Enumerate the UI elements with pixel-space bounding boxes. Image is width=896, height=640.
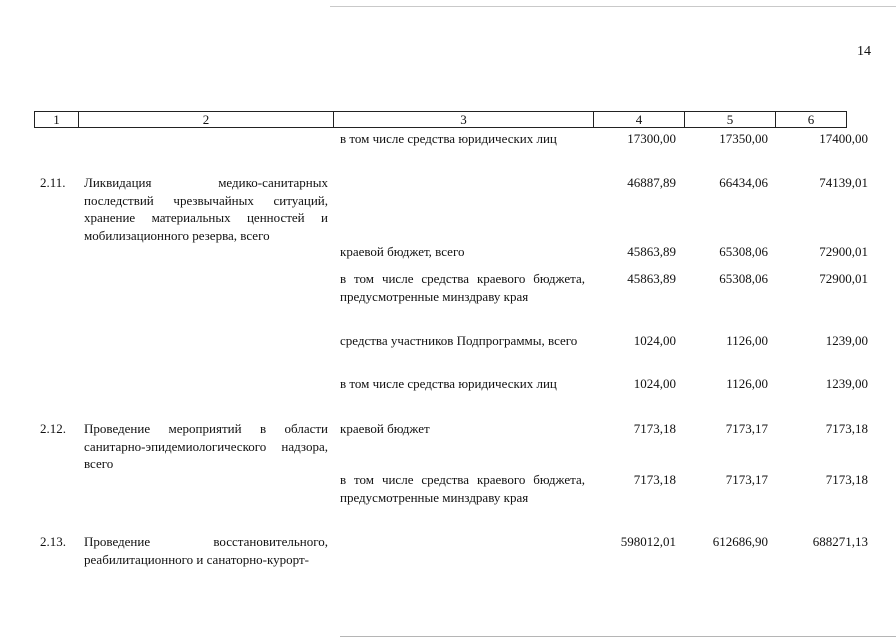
- value-col-5: 66434,06: [719, 175, 768, 190]
- source-cell: краевой бюджет: [340, 421, 430, 436]
- value-col-4: 46887,89: [627, 175, 676, 190]
- activity-name: Проведение восстановительного, реабилитационного и санаторно-курорт-: [84, 534, 328, 567]
- activity-name: Проведение мероприятий в области санитарно-эпидемиологического надзора, всего: [84, 421, 328, 471]
- header-col-3: 3: [334, 111, 594, 128]
- value-col-5: 1126,00: [726, 376, 768, 391]
- value-col-6: 72900,01: [819, 244, 868, 259]
- value-col-6: 17400,00: [819, 131, 868, 146]
- page-number: 14: [857, 44, 871, 59]
- value-col-4: 7173,18: [633, 421, 676, 436]
- bottom-scan-rule: [340, 636, 896, 637]
- row-index: 2.13.: [40, 534, 66, 549]
- row-index: 2.12.: [40, 421, 66, 436]
- value-col-5: 7173,17: [725, 421, 768, 436]
- value-col-5: 612686,90: [712, 534, 768, 549]
- value-col-6: 688271,13: [812, 534, 868, 549]
- value-col-6: 1239,00: [825, 333, 868, 348]
- activity-name: Ликвидация медико-санитарных последствий чрезвычайных ситуаций, хранение материальных ценностей и мобилизационного резерва, всего: [84, 175, 328, 243]
- header-col-1: 1: [34, 111, 79, 128]
- value-col-5: 17350,00: [719, 131, 768, 146]
- header-col-6: 6: [776, 111, 847, 128]
- source-cell: средства участников Подпрограммы, всего: [340, 333, 578, 348]
- value-col-5: 1126,00: [726, 333, 768, 348]
- value-col-6: 1239,00: [825, 376, 868, 391]
- top-scan-rule: [330, 6, 896, 7]
- value-col-4: 45863,89: [627, 271, 676, 286]
- row-index: 2.11.: [40, 175, 66, 190]
- value-col-4: 1024,00: [633, 333, 676, 348]
- source-cell: в том числе средства краевого бюджета, предусмотренные минздраву края: [340, 271, 585, 304]
- value-col-6: 74139,01: [819, 175, 868, 190]
- value-col-4: 45863,89: [627, 244, 676, 259]
- value-col-6: 72900,01: [819, 271, 868, 286]
- value-col-6: 7173,18: [825, 421, 868, 436]
- source-cell: краевой бюджет, всего: [340, 244, 465, 259]
- header-col-5: 5: [685, 111, 776, 128]
- value-col-6: 7173,18: [825, 472, 868, 487]
- source-cell: в том числе средства краевого бюджета, предусмотренные минздраву края: [340, 472, 585, 505]
- value-col-4: 598012,01: [620, 534, 676, 549]
- value-col-5: 65308,06: [719, 244, 768, 259]
- source-cell: в том числе средства юридических лиц: [340, 131, 557, 146]
- value-col-4: 7173,18: [633, 472, 676, 487]
- header-col-4: 4: [594, 111, 685, 128]
- value-col-5: 7173,17: [725, 472, 768, 487]
- header-col-2: 2: [79, 111, 334, 128]
- value-col-5: 65308,06: [719, 271, 768, 286]
- value-col-4: 17300,00: [627, 131, 676, 146]
- value-col-4: 1024,00: [633, 376, 676, 391]
- source-cell: в том числе средства юридических лиц: [340, 376, 557, 391]
